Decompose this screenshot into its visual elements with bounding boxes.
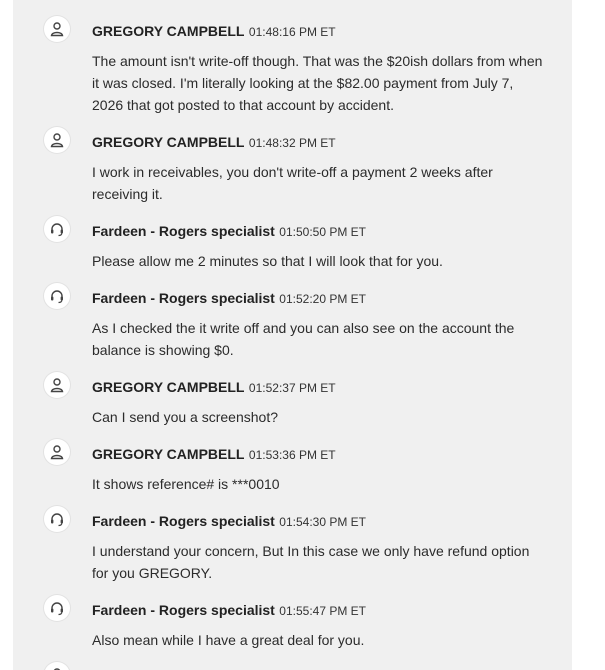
- chat-message: [13, 495, 572, 584]
- sender-name: Fardeen - Rogers specialist: [92, 513, 275, 529]
- user-avatar: [44, 372, 70, 398]
- chat-message: [13, 116, 572, 205]
- message-header: [92, 22, 572, 41]
- message-header: [92, 601, 572, 620]
- agent-avatar: [44, 506, 70, 532]
- agent-avatar: [44, 216, 70, 242]
- headset-icon: [49, 511, 65, 527]
- sender-name: Fardeen - Rogers specialist: [92, 223, 275, 239]
- user-icon: [49, 132, 65, 148]
- message-time: 01:55:47 PM ET: [279, 604, 367, 618]
- message-text: It shows reference# is ***0010: [92, 476, 280, 492]
- message-header: [92, 289, 572, 308]
- message-time: 01:50:50 PM ET: [279, 225, 367, 239]
- message-header: [92, 222, 572, 241]
- chat-transcript[interactable]: [13, 0, 572, 670]
- message-text: Please allow me 2 minutes so that I will look that for you.: [92, 253, 443, 269]
- chat-message: [13, 361, 572, 428]
- sender-name: Fardeen - Rogers specialist: [92, 602, 275, 618]
- chat-message: [13, 205, 572, 272]
- user-avatar: [44, 16, 70, 42]
- message-header: [92, 133, 572, 152]
- message-header: [92, 378, 572, 397]
- message-text: The amount isn't write-off though. That was the $20ish dollars from when it was closed. I'm literally looking at the $82.00 payment from July 7, 2026 that got posted to that account by accident.: [92, 53, 543, 113]
- message-text: I work in receivables, you don't write-off a payment 2 weeks after receiving it.: [92, 164, 493, 202]
- user-avatar: [44, 439, 70, 465]
- user-avatar: [44, 662, 70, 670]
- chat-message: [13, 272, 572, 361]
- headset-icon: [49, 600, 65, 616]
- message-time: 01:48:32 PM ET: [248, 136, 336, 150]
- message-text: Can I send you a screenshot?: [92, 409, 279, 425]
- message-time: 01:52:20 PM ET: [279, 292, 367, 306]
- chat-message: [13, 0, 572, 116]
- chat-message-partial: [13, 651, 572, 668]
- headset-icon: [49, 221, 65, 237]
- message-time: 01:53:36 PM ET: [248, 448, 336, 462]
- headset-icon: [49, 288, 65, 304]
- sender-name: GREGORY CAMPBELL: [92, 446, 245, 462]
- message-time: 01:52:37 PM ET: [248, 381, 336, 395]
- agent-avatar: [44, 595, 70, 621]
- sender-name: GREGORY CAMPBELL: [92, 134, 245, 150]
- sender-name: Fardeen - Rogers specialist: [92, 290, 275, 306]
- agent-avatar: [44, 283, 70, 309]
- message-time: 01:54:30 PM ET: [279, 515, 367, 529]
- message-text: I understand your concern, But In this case we only have refund option for you GREGORY.: [92, 543, 530, 581]
- user-avatar: [44, 127, 70, 153]
- message-header: [92, 512, 572, 531]
- sender-name: GREGORY CAMPBELL: [92, 379, 245, 395]
- user-icon: [49, 444, 65, 460]
- message-text: As I checked the it write off and you can also see on the account the balance is showing $0.: [92, 320, 515, 358]
- user-icon: [49, 21, 65, 37]
- chat-message: [13, 584, 572, 651]
- message-text: Also mean while I have a great deal for you.: [92, 632, 365, 648]
- message-time: 01:48:16 PM ET: [248, 25, 336, 39]
- message-header: [92, 445, 572, 464]
- user-icon: [49, 377, 65, 393]
- sender-name: GREGORY CAMPBELL: [92, 23, 245, 39]
- chat-message: [13, 428, 572, 495]
